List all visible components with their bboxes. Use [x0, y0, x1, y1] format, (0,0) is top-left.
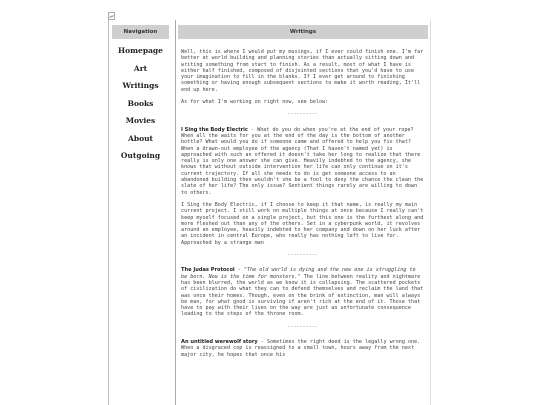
nav-list [112, 45, 169, 168]
nav-item-movies[interactable]: Movies [125, 116, 156, 125]
nav-item-art[interactable]: Art [133, 63, 148, 73]
story-title: An untitled werewolf story [181, 338, 258, 345]
story-entry [181, 127, 424, 196]
separator: ---------- [287, 252, 318, 259]
writings-panel [178, 25, 428, 364]
nav-item-writings[interactable]: Writings [122, 81, 159, 90]
nav-item-books[interactable]: Books [127, 98, 154, 108]
story-description: The line between reality and nightmare has been blurred, the world as we know it is collapsing. The scattered pockets of civilization do what they can to defend themselves and reclaim the land that was once their homes. Though, even on the brink of extinction, man will always be man, for what good is surviving if aren't rich at the end of it. Those that have to pay with their lives on the way are just an unfortunate consequence leading to the steps of the throne room. [181, 273, 424, 318]
title-dash: - [247, 126, 258, 133]
story-notes: I Sing the Body Electric, if I choose to keep it that name, is really my main current project. I still work on multiple things at once because I really can't keep myself focused on a single project, but this one is the furthest along and more fleshed out than any of the others. Set in a cyberpunk world, it revolves around an employee, heavily indebted to her company and down on her luck after an incident in central Europe, who really has nothing left to live for. Approached by a strange man [181, 201, 424, 246]
nav-item-homepage[interactable]: Homepage [118, 46, 163, 55]
story-entry [181, 339, 424, 358]
intro-paragraph: Well, this is where I would put my musings, if I ever could finish one. I'm far better at world building and planning stories than actually sitting down and writing something from start to finish. As a result, most of what I have is either half finished, composed of disjointed sections that you'd have to use your imagination to fill in the blanks. If I ever get around to finishing something or having enough subsequent sections to make it worth reading, It'll end up here. [181, 49, 424, 93]
story-title: I Sing the Body Electric [181, 126, 248, 133]
lead-paragraph: As for what I'm working on right now, see below: [181, 99, 329, 106]
separator: ---------- [287, 323, 318, 330]
story-description: Sometimes the right deed is the legally wrong one. When a disgraced cop is reassigned to a small town, hours away from the next major city, he hopes that once his [181, 338, 421, 358]
story-description: What do you do when you're at the end of your rope? When all the waits for you at the end of the day is the bottom of another bottle? What would you do if someone came and offered to help you fix that? When a drawn-out employee of the agency (That I haven't named yet) is approached with such an offered it doesn't take her long to realize that there really is only one answer she can give. Heavily indebted to the agency, she knows that without outside intervention her life can only continue on it's current trajectory. If all she needs to do is get someone access to an abandoned building then wouldn't she be a fool to deny the chance the clean the slate of her life? The only issue? Sentient things rarely are willing to down to others. [181, 126, 424, 196]
navigation-header: Navigation [112, 25, 169, 39]
writings-content [178, 39, 428, 358]
story-tagline: "The old world is dying and the new one is struggling to be born. Now is the time for monsters." [181, 267, 416, 280]
story-title: The Judas Protocol [181, 267, 235, 274]
navigation-panel [112, 25, 169, 168]
left-rule [108, 20, 109, 405]
nav-item-about[interactable]: About [128, 133, 153, 143]
page-title: Writings [178, 25, 428, 39]
right-rule [430, 20, 431, 405]
separator: ---------- [287, 111, 318, 118]
story-entry [181, 267, 424, 317]
title-dash: - [257, 338, 267, 345]
nav-item-outgoing[interactable]: Outgoing [120, 151, 161, 160]
column-divider [175, 20, 176, 405]
broken-image-icon [108, 12, 116, 20]
title-dash: - [234, 267, 244, 274]
